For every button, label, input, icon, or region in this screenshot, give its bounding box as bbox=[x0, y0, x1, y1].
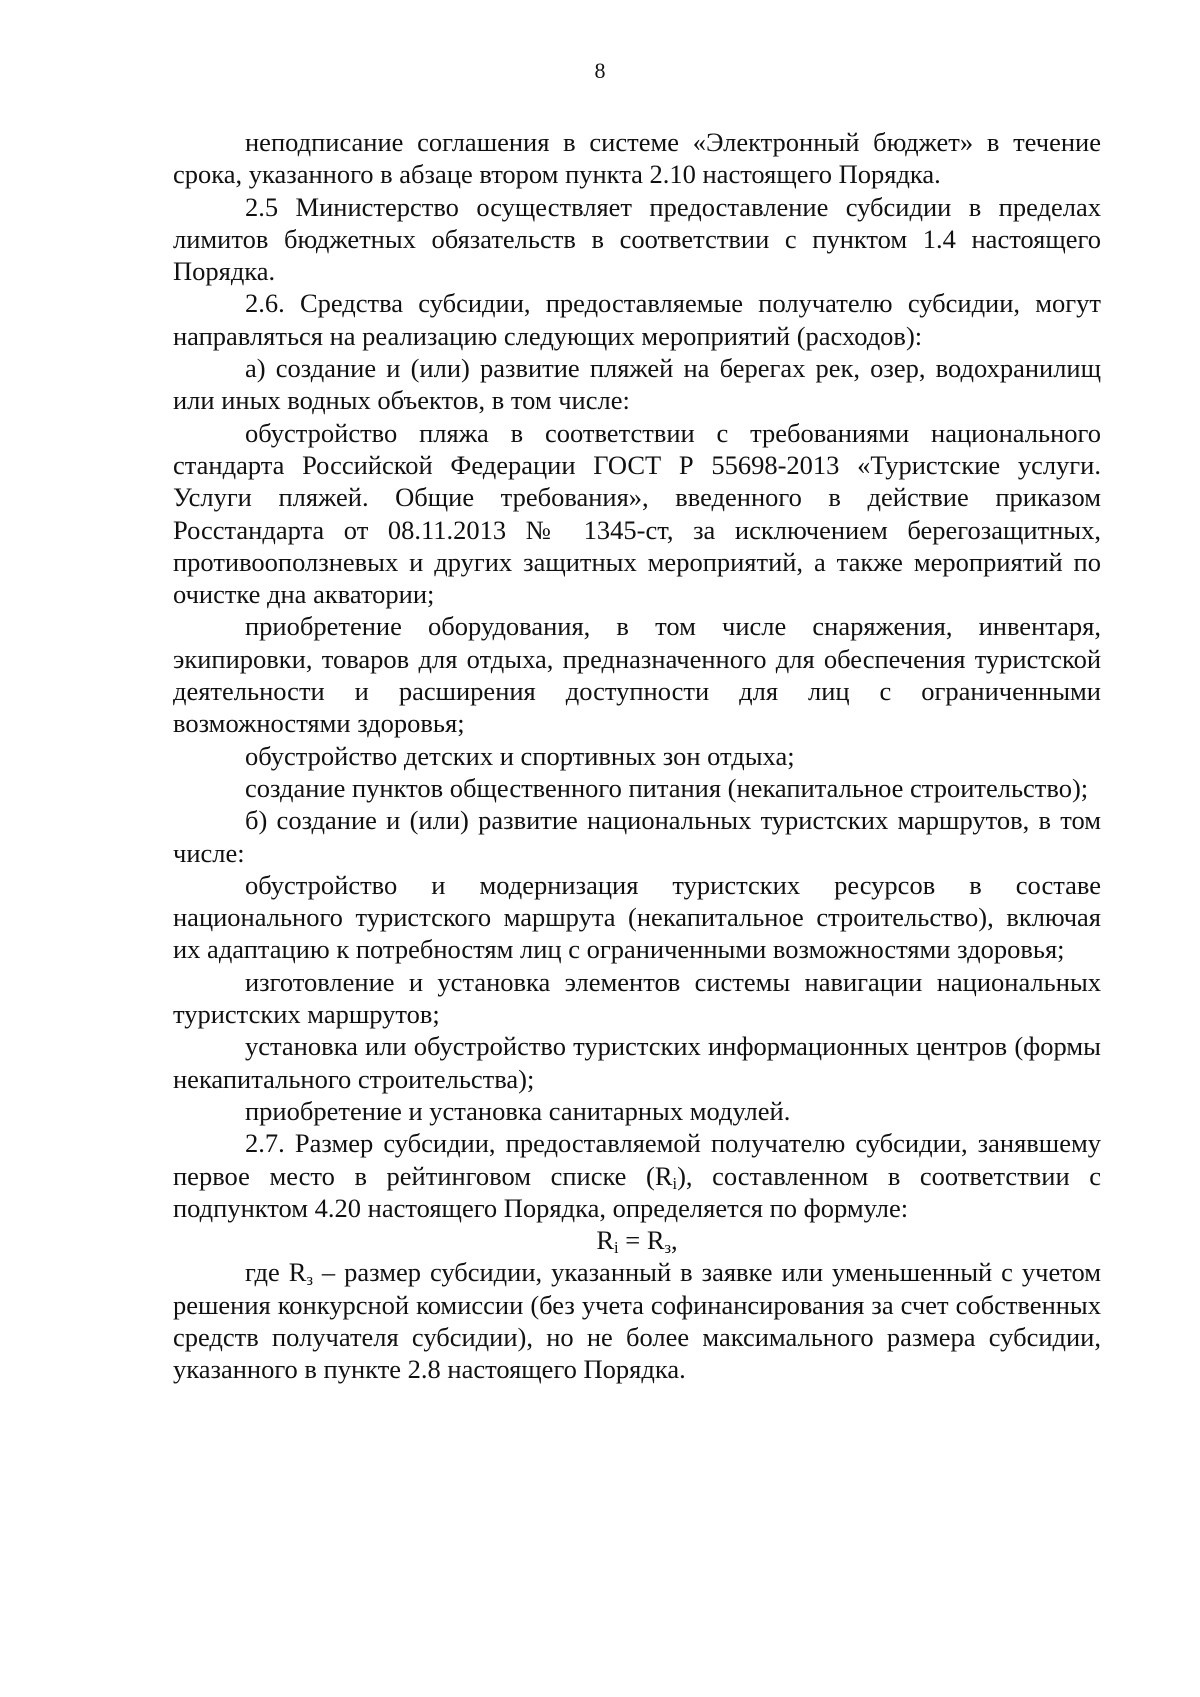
paragraph-equipment-purchase: приобретение оборудования, в том числе снаряжения, инвентаря, экипировки, товаров для отдыха, предназначенного для обеспечения туристской деятельности и расширения доступности для лиц с ограниченными возможностями здоровья; bbox=[173, 611, 1101, 739]
subsidy-formula bbox=[173, 1224, 1101, 1256]
paragraph-sanitary-modules: приобретение и установка санитарных модулей. bbox=[245, 1095, 791, 1126]
paragraph-recreation-zones: обустройство детских и спортивных зон отдыха; bbox=[245, 740, 795, 771]
clause-2-7-text-end: ), составленном в соответствии с подпунктом 4.20 настоящего Порядка, определяется по формуле: bbox=[173, 1160, 1101, 1223]
formula-left-symbol: R bbox=[596, 1225, 615, 1256]
page-number: 8 bbox=[594, 58, 606, 83]
document-body bbox=[173, 126, 1101, 1386]
paragraph-catering-points: создание пунктов общественного питания (некапитальное строительство); bbox=[245, 772, 1089, 803]
formula-left-subscript: i bbox=[614, 1238, 619, 1258]
paragraph-item-b: б) создание и (или) развитие национальных туристских маршрутов, в том числе: bbox=[173, 805, 1101, 868]
formula-terminator: , bbox=[671, 1225, 678, 1256]
clause-2-7-subscript: i bbox=[672, 1173, 678, 1193]
explanation-text-start: где R bbox=[245, 1257, 307, 1288]
clause-2-7-text-start: 2.7. Размер субсидии, предоставляемой получателю субсидии, занявшему первое место в рейтинговом списке (R bbox=[173, 1128, 1101, 1191]
paragraph-formula-explanation bbox=[173, 1256, 1101, 1385]
paragraph-info-centers: установка или обустройство туристских информационных центров (формы некапитального строительства); bbox=[173, 1031, 1101, 1094]
formula-right-subscript: з bbox=[664, 1238, 671, 1258]
paragraph-2-6: 2.6. Средства субсидии, предоставляемые получателю субсидии, могут направляться на реализацию следующих мероприятий (расходов): bbox=[173, 288, 1101, 351]
explanation-subscript: з bbox=[306, 1270, 313, 1290]
formula-equals-right-symbol: = R bbox=[618, 1225, 665, 1256]
paragraph-item-a: а) создание и (или) развитие пляжей на берегах рек, озер, водохранилищ или иных водных объектов, в том числе: bbox=[173, 353, 1101, 416]
paragraph-navigation-elements: изготовление и установка элементов системы навигации национальных туристских маршрутов; bbox=[173, 966, 1101, 1030]
paragraph-non-signing: неподписание соглашения в системе «Электронный бюджет» в течение срока, указанного в абзаце втором пункта 2.10 настоящего Порядка. bbox=[173, 127, 1101, 190]
paragraph-resource-modernization: обустройство и модернизация туристских ресурсов в составе национального туристского маршрута (некапитальное строительство), включая их адаптацию к потребностям лиц с ограниченными возможностями здоровья; bbox=[173, 869, 1101, 965]
paragraph-2-5: 2.5 Министерство осуществляет предоставление субсидии в пределах лимитов бюджетных обязательств в соответствии с пунктом 1.4 настоящего Порядка. bbox=[173, 191, 1101, 287]
explanation-text-end: – размер субсидии, указанный в заявке или уменьшенный с учетом решения конкурсной комиссии (без учета софинансирования за счет собственных средств получателя субсидии), но не более максимального размера субсидии, указанного в пункте 2.8 настоящего Порядка. bbox=[173, 1257, 1101, 1385]
paragraph-2-7 bbox=[173, 1127, 1101, 1224]
paragraph-beach-arrangement: обустройство пляжа в соответствии с требованиями национального стандарта Российской Федерации ГОСТ Р 55698-2013 «Туристские услуги. Услуги пляжей. Общие требования», введенного в действие приказом Росстандарта от 08.11.2013 № 1345-ст, за исключением берегозащитных, противооползневых и других защитных мероприятий, а также мероприятий по очистке дна акватории; bbox=[173, 417, 1101, 610]
